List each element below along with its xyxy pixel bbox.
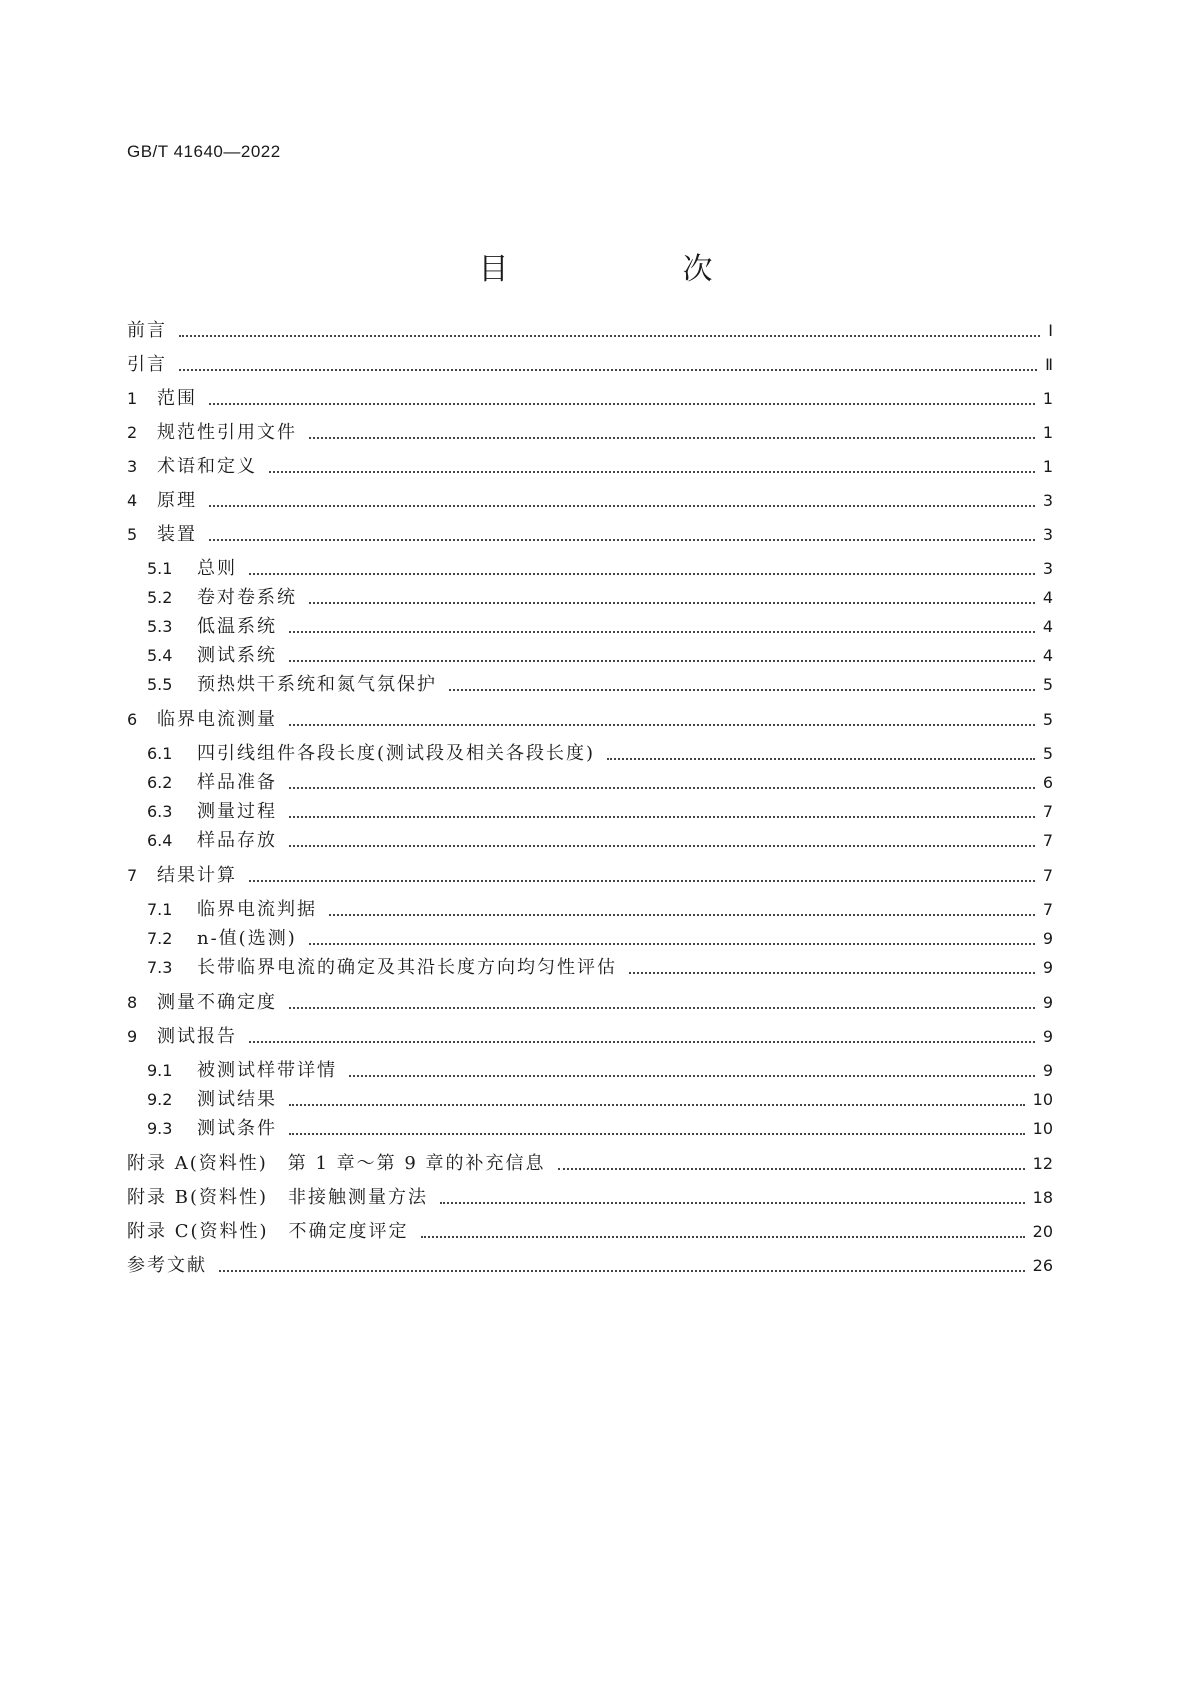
toc-entry[interactable] <box>127 614 1053 640</box>
toc-entry[interactable] <box>127 828 1053 854</box>
toc-entry[interactable] <box>127 1219 1053 1245</box>
dot-leader <box>289 659 1035 662</box>
toc-entry-title: 被测试样带详情 <box>197 1060 337 1081</box>
toc-entry-title: 前言 <box>127 320 167 341</box>
toc-entry-page: 1 <box>1042 389 1053 408</box>
toc-entry[interactable] <box>127 707 1053 733</box>
dot-leader <box>309 436 1035 439</box>
toc-entry-title: 参考文献 <box>127 1255 207 1276</box>
toc-entry-number: 7.3 <box>147 958 173 977</box>
toc-entry-title: 规范性引用文件 <box>157 422 297 443</box>
dot-leader <box>249 1040 1035 1043</box>
toc-entry-title: 结果计算 <box>157 865 237 886</box>
dot-leader <box>349 1074 1035 1077</box>
toc-entry[interactable] <box>127 488 1053 514</box>
toc-entry-title: 测试报告 <box>157 1026 237 1047</box>
dot-leader <box>309 942 1035 945</box>
dot-leader <box>629 971 1035 974</box>
dot-leader <box>249 572 1035 575</box>
toc-entry-number: 7.2 <box>147 929 173 948</box>
toc-entry-title: 测试条件 <box>197 1118 277 1139</box>
toc-entry-page: 7 <box>1042 900 1053 919</box>
dot-leader <box>449 688 1035 691</box>
toc-entry-page: 5 <box>1042 710 1053 729</box>
toc-entry-number: 5.2 <box>147 588 173 607</box>
dot-leader <box>289 1132 1025 1135</box>
toc-entry-title: 附录 C(资料性) 不确定度评定 <box>127 1221 409 1242</box>
toc-entry-page: 7 <box>1042 831 1053 850</box>
toc-entry-page: 4 <box>1042 617 1053 636</box>
toc-entry[interactable] <box>127 897 1053 923</box>
toc-entry-page: 9 <box>1042 1061 1053 1080</box>
toc-entry[interactable] <box>127 1087 1053 1113</box>
toc-entry-page: 7 <box>1042 866 1053 885</box>
toc-entry-title: 样品准备 <box>197 772 277 793</box>
standard-code: GB/T 41640—2022 <box>127 142 281 161</box>
toc-entry-page: 9 <box>1042 929 1053 948</box>
toc-entry-number: 7.1 <box>147 900 173 919</box>
toc-entry-title: 四引线组件各段长度(测试段及相关各段长度) <box>197 743 596 764</box>
toc-entry[interactable] <box>127 1024 1053 1050</box>
toc-entry-number: 5.3 <box>147 617 173 636</box>
toc-entry-title: 附录 A(资料性) 第 1 章～第 9 章的补充信息 <box>127 1153 546 1174</box>
dot-leader <box>209 504 1035 507</box>
toc-entry-number: 5.4 <box>147 646 173 665</box>
toc-entry-number: 9 <box>127 1027 138 1046</box>
dot-leader <box>219 1269 1025 1272</box>
toc-entry-number: 9.2 <box>147 1090 173 1109</box>
toc-entry[interactable] <box>127 643 1053 669</box>
toc-entry[interactable] <box>127 955 1053 981</box>
dot-leader <box>309 601 1035 604</box>
toc-entry[interactable] <box>127 420 1053 446</box>
toc-entry-number: 9.1 <box>147 1061 173 1080</box>
toc-entry-page: 10 <box>1032 1119 1053 1138</box>
dot-leader <box>289 723 1035 726</box>
toc-entry-page: 3 <box>1042 525 1053 544</box>
toc-entry-number: 2 <box>127 423 138 442</box>
toc-entry[interactable] <box>127 799 1053 825</box>
toc-entry-title: 范围 <box>157 388 197 409</box>
toc-entry-page: 4 <box>1042 588 1053 607</box>
page-title: 目 次 <box>478 252 785 287</box>
dot-leader <box>249 879 1035 882</box>
dot-leader <box>209 538 1035 541</box>
toc-entry-page: 9 <box>1042 993 1053 1012</box>
toc-entry-title: 预热烘干系统和氮气氛保护 <box>197 674 437 695</box>
toc-entry[interactable] <box>127 1058 1053 1084</box>
toc-entry-page: 26 <box>1032 1256 1053 1275</box>
dot-leader <box>289 844 1035 847</box>
dot-leader <box>289 630 1035 633</box>
toc-entry-page: 4 <box>1042 646 1053 665</box>
toc-entry-number: 5.1 <box>147 559 173 578</box>
dot-leader <box>329 913 1035 916</box>
toc-entry-number: 6.2 <box>147 773 173 792</box>
toc-entry-number: 5 <box>127 525 138 544</box>
toc-entry-title: 总则 <box>197 558 237 579</box>
toc-entry-title: 低温系统 <box>197 616 277 637</box>
table-of-contents <box>127 0 1053 1684</box>
toc-entry[interactable] <box>127 454 1053 480</box>
toc-entry-title: 测试结果 <box>197 1089 277 1110</box>
toc-entry-title: 引言 <box>127 354 167 375</box>
dot-leader <box>558 1167 1025 1170</box>
toc-entry-number: 6.1 <box>147 744 173 763</box>
toc-entry-title: 装置 <box>157 524 197 545</box>
toc-entry[interactable] <box>127 1185 1053 1211</box>
toc-entry-page: Ⅱ <box>1045 355 1053 374</box>
toc-entry-title: 卷对卷系统 <box>197 587 297 608</box>
toc-entry[interactable] <box>127 863 1053 889</box>
toc-entry-title: n-值(选测) <box>197 928 297 949</box>
toc-entry-page: 18 <box>1032 1188 1053 1207</box>
toc-entry-title: 临界电流判据 <box>197 899 317 920</box>
toc-entry-page: 10 <box>1032 1090 1053 1109</box>
toc-entry[interactable] <box>127 556 1053 582</box>
toc-entry-page: 20 <box>1032 1222 1053 1241</box>
toc-entry[interactable] <box>127 1253 1053 1279</box>
dot-leader <box>209 402 1035 405</box>
toc-entry[interactable] <box>127 770 1053 796</box>
dot-leader <box>179 334 1040 337</box>
toc-entry-page: 5 <box>1042 675 1053 694</box>
toc-entry-title: 术语和定义 <box>157 456 257 477</box>
toc-entry-page: 6 <box>1042 773 1053 792</box>
toc-entry[interactable] <box>127 318 1053 344</box>
toc-entry-title: 附录 B(资料性) 非接触测量方法 <box>127 1187 428 1208</box>
toc-entry-number: 8 <box>127 993 138 1012</box>
toc-entry[interactable] <box>127 585 1053 611</box>
toc-entry-number: 9.3 <box>147 1119 173 1138</box>
toc-entry-page: 9 <box>1042 1027 1053 1046</box>
dot-leader <box>269 470 1035 473</box>
toc-entry-number: 6.4 <box>147 831 173 850</box>
toc-entry[interactable] <box>127 352 1053 378</box>
toc-entry[interactable] <box>127 386 1053 412</box>
dot-leader <box>179 368 1037 371</box>
toc-entry-page: 5 <box>1042 744 1053 763</box>
toc-entry-number: 5.5 <box>147 675 173 694</box>
toc-entry-page: 1 <box>1042 457 1053 476</box>
toc-entry[interactable] <box>127 926 1053 952</box>
toc-entry-number: 1 <box>127 389 138 408</box>
dot-leader <box>289 1103 1025 1106</box>
toc-entry-number: 6 <box>127 710 138 729</box>
toc-entry-title: 原理 <box>157 490 197 511</box>
toc-entry-page: 9 <box>1042 958 1053 977</box>
toc-entry-page: 3 <box>1042 491 1053 510</box>
toc-entry[interactable] <box>127 1151 1053 1177</box>
toc-entry-page: 12 <box>1032 1154 1053 1173</box>
toc-entry-page: 1 <box>1042 423 1053 442</box>
toc-entry[interactable] <box>127 672 1053 698</box>
toc-entry-number: 6.3 <box>147 802 173 821</box>
dot-leader <box>289 1006 1035 1009</box>
toc-entry-page: 7 <box>1042 802 1053 821</box>
toc-entry-page: 3 <box>1042 559 1053 578</box>
toc-entry-title: 长带临界电流的确定及其沿长度方向均匀性评估 <box>197 957 617 978</box>
toc-entry-page: Ⅰ <box>1048 321 1053 340</box>
toc-entry-number: 3 <box>127 457 138 476</box>
toc-entry-number: 7 <box>127 866 138 885</box>
toc-entry-title: 样品存放 <box>197 830 277 851</box>
toc-entry-title: 临界电流测量 <box>157 709 277 730</box>
dot-leader <box>289 815 1035 818</box>
toc-entry-title: 测量不确定度 <box>157 992 277 1013</box>
toc-entry[interactable] <box>127 741 1053 767</box>
toc-entry[interactable] <box>127 522 1053 548</box>
toc-entry[interactable] <box>127 1116 1053 1142</box>
dot-leader <box>607 757 1035 760</box>
toc-entry-number: 4 <box>127 491 138 510</box>
toc-entry-title: 测试系统 <box>197 645 277 666</box>
dot-leader <box>289 786 1035 789</box>
dot-leader <box>440 1201 1025 1204</box>
dot-leader <box>421 1235 1025 1238</box>
toc-entry[interactable] <box>127 990 1053 1016</box>
toc-entry-title: 测量过程 <box>197 801 277 822</box>
